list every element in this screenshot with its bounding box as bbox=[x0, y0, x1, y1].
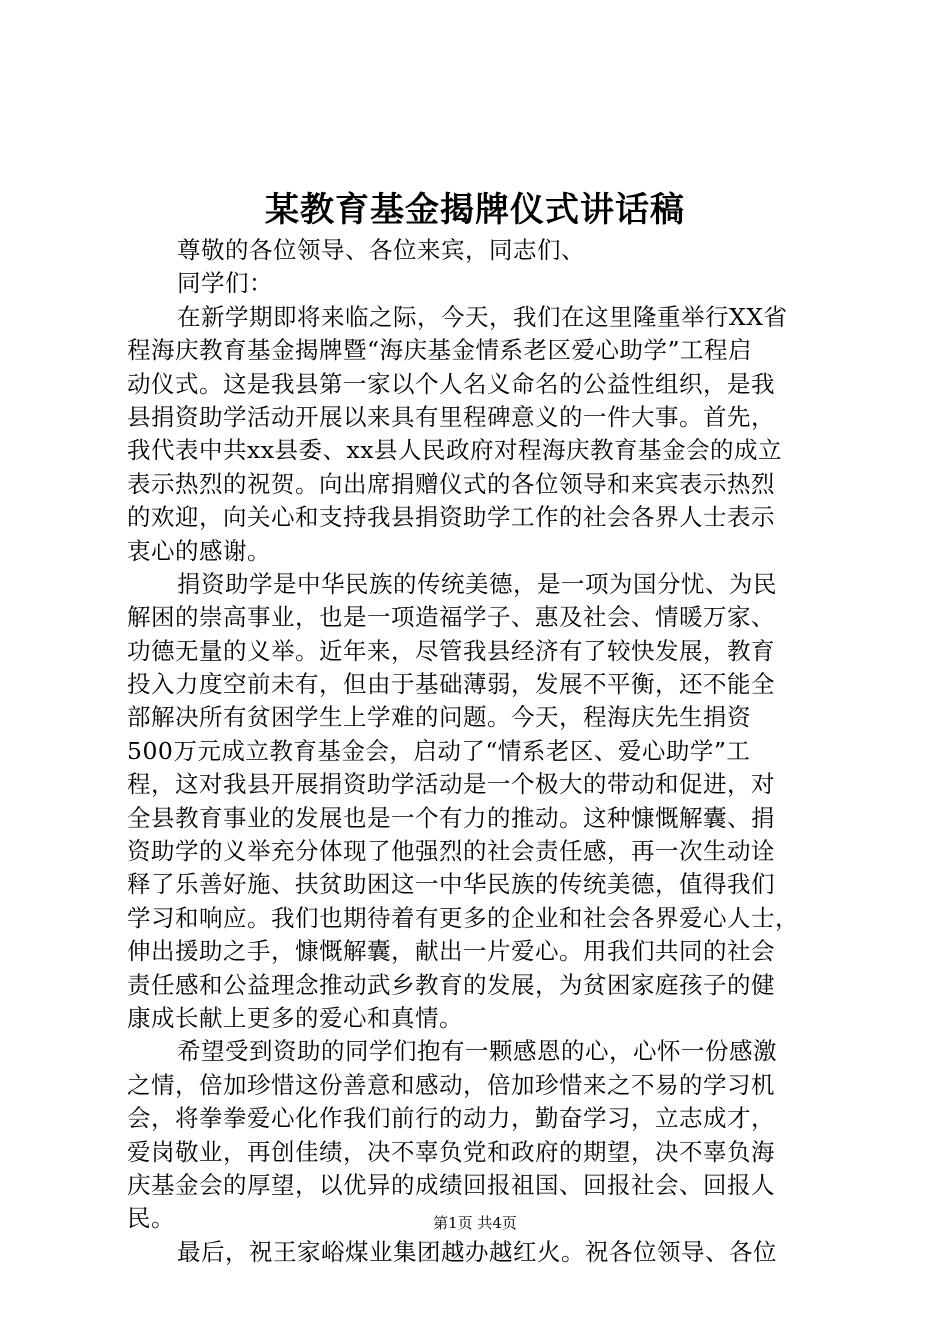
paragraph-line: 投入力度空前未有，但由于基础薄弱，发展不平衡，还不能全 bbox=[127, 670, 775, 699]
document-body bbox=[127, 234, 827, 1269]
paragraph-line: 伸出援助之手，慷慨解囊，献出一片爱心。用我们共同的社会 bbox=[127, 937, 775, 966]
paragraph-line: 康成长献上更多的爱心和真情。 bbox=[127, 1003, 463, 1032]
paragraph-line: 表示热烈的祝贺。向出席捐赠仪式的各位领导和来宾表示热烈 bbox=[127, 469, 775, 498]
paragraph-line: 解困的崇高事业，也是一项造福学子、惠及社会、情暖万家、 bbox=[127, 603, 775, 632]
paragraph-line: 资助学的义举充分体现了他强烈的社会责任感，再一次生动诠 bbox=[127, 837, 775, 866]
paragraph-line: 责任感和公益理念推动武乡教育的发展，为贫困家庭孩子的健 bbox=[127, 970, 775, 999]
paragraph-line: 释了乐善好施、扶贫助困这一中华民族的传统美德，值得我们 bbox=[127, 870, 775, 899]
paragraph-line: 500万元成立教育基金会，启动了“情系老区、爱心助学”工 bbox=[127, 736, 751, 765]
paragraph-line: 县捐资助学活动开展以来具有里程碑意义的一件大事。首先， bbox=[127, 402, 775, 431]
paragraph-line: 希望受到资助的同学们抱有一颗感恩的心，心怀一份感激 bbox=[177, 1037, 777, 1066]
paragraph-line: 功德无量的义举。近年来，尽管我县经济有了较快发展，教育 bbox=[127, 636, 775, 665]
paragraph-line: 我代表中共xx县委、xx县人民政府对程海庆教育基金会的成立 bbox=[127, 436, 783, 465]
paragraph-line: 之情，倍加珍惜这份善意和感动，倍加珍惜来之不易的学习机 bbox=[127, 1070, 775, 1099]
paragraph-line: 最后，祝王家峪煤业集团越办越红火。祝各位领导、各位 bbox=[177, 1237, 777, 1266]
paragraph-line: 部解决所有贫困学生上学难的问题。今天，程海庆先生捐资 bbox=[127, 703, 751, 732]
paragraph-line: 程，这对我县开展捐资助学活动是一个极大的带动和促进，对 bbox=[127, 770, 775, 799]
paragraph-line: 爱岗敬业，再创佳绩，决不辜负党和政府的期望，决不辜负海 bbox=[127, 1137, 775, 1166]
paragraph-line: 在新学期即将来临之际，今天，我们在这里隆重举行XX省 bbox=[177, 302, 788, 331]
paragraph-line: 学习和响应。我们也期待着有更多的企业和社会各界爱心人士， bbox=[127, 903, 799, 932]
paragraph-line: 的欢迎，向关心和支持我县捐资助学工作的社会各界人士表示 bbox=[127, 503, 775, 532]
paragraph-line: 动仪式。这是我县第一家以个人名义命名的公益性组织，是我 bbox=[127, 369, 775, 398]
paragraph-line: 民。 bbox=[127, 1204, 175, 1233]
salutation-line: 尊敬的各位领导、各位来宾，同志们、 bbox=[177, 236, 585, 264]
paragraph-line: 捐资助学是中华民族的传统美德，是一项为国分忧、为民 bbox=[177, 569, 777, 598]
paragraph-line: 程海庆教育基金揭牌暨“海庆基金情系老区爱心助学”工程启 bbox=[127, 336, 753, 365]
paragraph-line: 全县教育事业的发展也是一个有力的推动。这种慷慨解囊、捐 bbox=[127, 803, 775, 832]
paragraph-line: 会，将拳拳爱心化作我们前行的动力，勤奋学习，立志成才， bbox=[127, 1104, 775, 1133]
paragraph-line: 庆基金会的厚望，以优异的成绩回报祖国、回报社会、回报人 bbox=[127, 1170, 775, 1199]
salutation-line: 同学们： bbox=[177, 269, 273, 298]
document-title: 某教育基金揭牌仪式讲话稿 bbox=[265, 190, 685, 230]
paragraph-line: 衷心的感谢。 bbox=[127, 536, 271, 565]
page-footer: 第1页 共4页 bbox=[433, 1214, 517, 1232]
